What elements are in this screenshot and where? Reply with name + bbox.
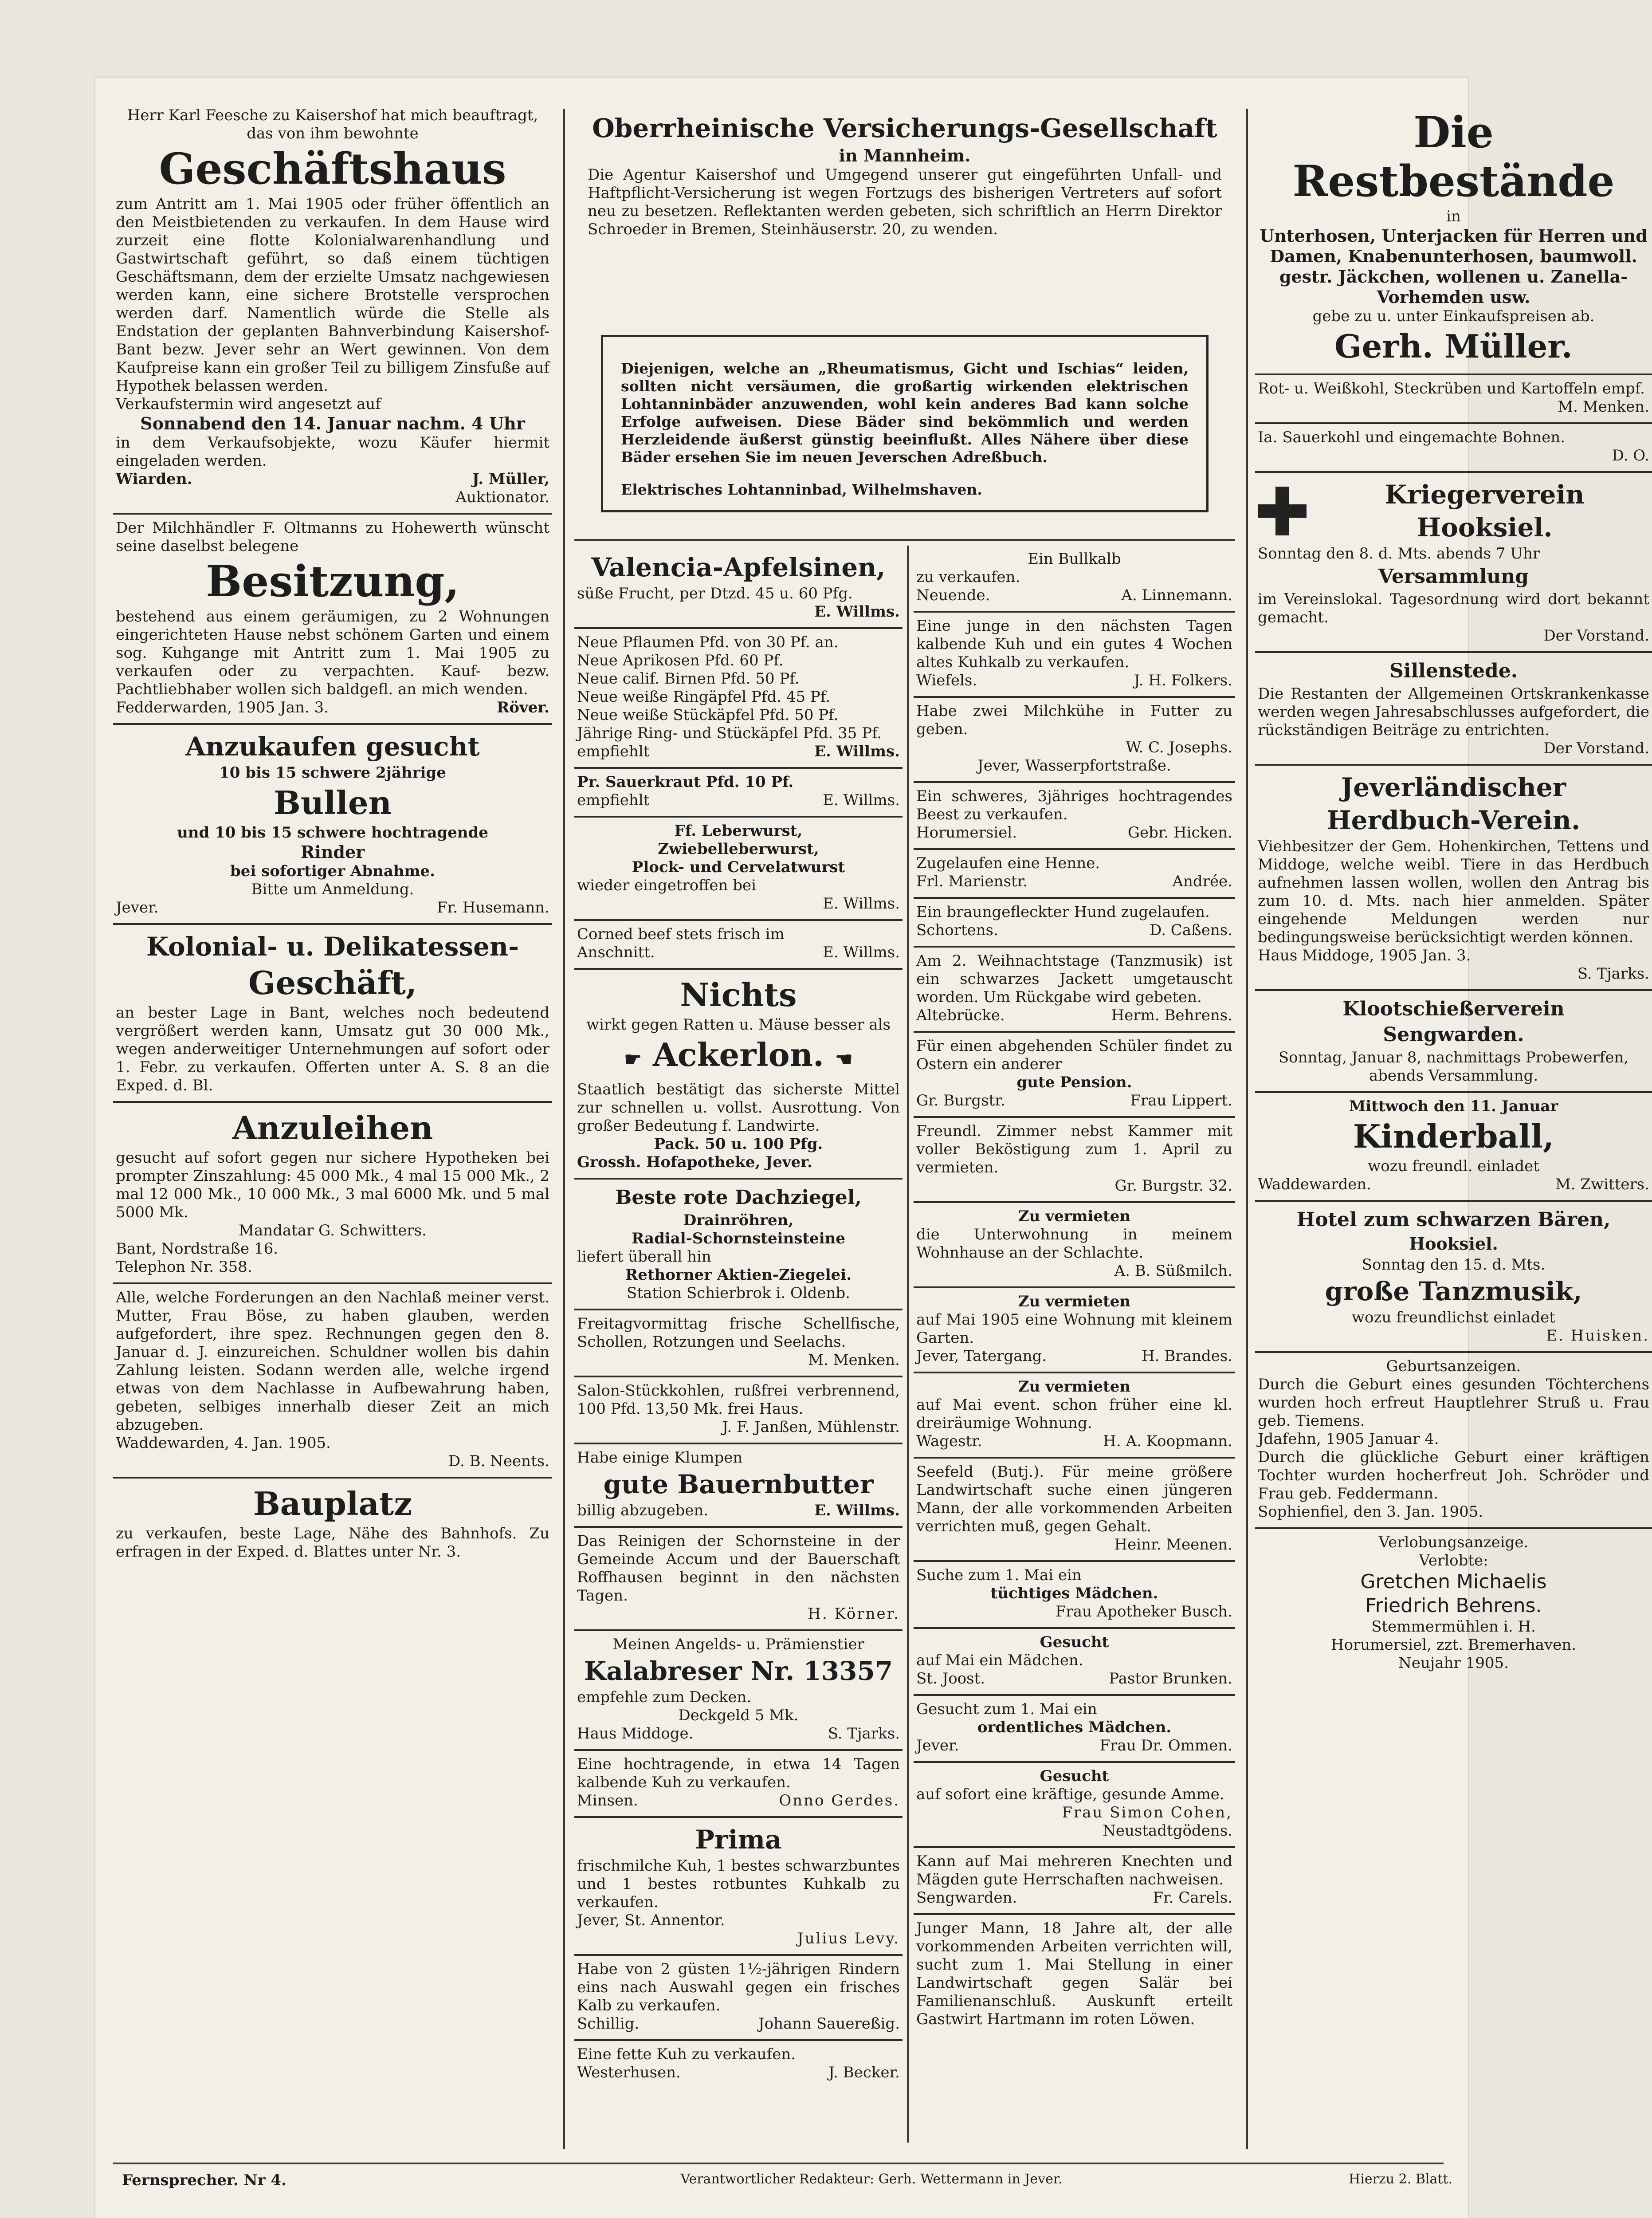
- ad-intro: Der Milchhändler F. Oltmanns zu Hohewerth wünscht seine daselbst belegene: [116, 519, 549, 555]
- ad-text: Horumersiel, zzt. Bremerhaven.: [1330, 1636, 1577, 1654]
- ad-signature: Haus Middoge. S. Tjarks.: [577, 1725, 900, 1742]
- ad-headline: Klootschießerverein: [1342, 998, 1565, 1020]
- ad-text: Gesucht zum 1. Mai ein: [916, 1700, 1097, 1718]
- ad-text: Sonntag, Januar 8, nachmittags Probewerfen, abends Versammlung.: [1278, 1049, 1629, 1085]
- ad-text: süße Frucht, per Dtzd. 45 u. 60 Pfg.: [577, 585, 853, 602]
- ad-text: Radial-Schornsteinsteine: [632, 1230, 845, 1247]
- ad-kohl: [1255, 375, 1652, 424]
- ad-text: wieder eingetroffen bei: [577, 877, 756, 894]
- ad-signature: M. Menken.: [808, 1351, 900, 1369]
- ad-signature: Gr. Burgstr. Frau Lippert.: [916, 1092, 1232, 1109]
- footer-supplement: Hierzu 2. Blatt.: [1349, 2171, 1452, 2187]
- ad-headline: Herdbuch-Verein.: [1326, 805, 1581, 835]
- ad-body: Kann auf Mai mehreren Knechten und Mägden gute Herrschaften nachweisen.: [916, 1852, 1232, 1888]
- ad-signature: billig abzugeben. E. Willms.: [577, 1502, 900, 1519]
- ad-geburtsanzeigen: [1255, 1353, 1652, 1529]
- ad-headline: Kinderball,: [1353, 1117, 1554, 1155]
- ad-signature: Jever. Fr. Husemann.: [116, 899, 549, 916]
- ad-body: Die Restanten der Allgemeinen Ortskrankenkasse werden wegen Jahresabschlusses aufgefordert, die rückständigen Beiträge zu entrichten.: [1258, 685, 1649, 739]
- ad-signature: Wiefels. J. H. Folkers.: [916, 672, 1232, 689]
- ad-kuh-minsen: [574, 1751, 903, 1818]
- ad-body: Ein braungefleckter Hund zugelaufen.: [916, 903, 1210, 921]
- ad-kinderball: [1255, 1093, 1652, 1202]
- ad-body: Habe zwei Milchkühe in Futter zu geben.: [916, 702, 1232, 738]
- column-middle-left: [574, 546, 903, 2156]
- ad-headline: Gesucht: [1040, 1767, 1109, 1785]
- ad-text: und 10 bis 15 schwere hochtragende: [177, 824, 488, 842]
- price-line: Neue weiße Ringäpfel Pfd. 45 Pf.: [577, 688, 830, 706]
- ad-anzuleihen: [113, 1103, 552, 1284]
- iron-cross-icon: [1258, 487, 1307, 535]
- ad-headline: Hotel zum schwarzen Bären,: [1296, 1208, 1611, 1231]
- ad-signature: Sengwarden. Fr. Carels.: [916, 1889, 1232, 1907]
- ad-signature: E. Huisken.: [1546, 1327, 1649, 1345]
- ad-body: Salon-Stückkohlen, rußfrei verbrennend, 100 Pfd. 13,50 Mk. frei Haus.: [577, 1382, 900, 1418]
- ad-headline: Besitzung,: [206, 556, 459, 606]
- ad-signature: Julius Levy.: [797, 1930, 900, 1947]
- ad-text: Rinder: [300, 842, 365, 862]
- ad-headline: Anzukaufen gesucht: [185, 731, 480, 762]
- ad-bauernbutter: [574, 1444, 903, 1528]
- ad-rinder: [574, 1956, 903, 2041]
- ad-zimmer: [914, 1118, 1235, 1203]
- ad-verlobung: [1255, 1529, 1652, 1679]
- ad-subheadline: in Mannheim.: [839, 146, 971, 165]
- ad-text: Ff. Leberwurst,: [674, 822, 803, 840]
- ad-body: Durch die Geburt eines gesunden Töchterchens wurden hoch erfreut Hauptlehrer Struß u. Frau geb. Tiemens.: [1258, 1376, 1649, 1430]
- ad-text: Verlobte:: [1419, 1552, 1488, 1569]
- section-rule: [574, 539, 1235, 541]
- ad-body: Freitagvormittag frische Schellfische, Schollen, Rotzungen und Seelachs.: [577, 1315, 900, 1351]
- ad-signature: Jever, Tatergang. H. Brandes.: [916, 1347, 1232, 1365]
- ad-kolonialwaren: [113, 925, 552, 1103]
- ad-headline-row: ☛ Ackerlon. ☚: [624, 1036, 853, 1074]
- column-rule: [563, 109, 565, 2149]
- ad-wurst: [574, 818, 903, 921]
- ad-text: Station Schierbrok i. Oldenb.: [627, 1284, 850, 1302]
- ad-body: zum Antritt am 1. Mai 1905 oder früher öffentlich an den Meistbietenden zu verkaufen. In dem Hause wird zurzeit eine flotte Kolonialwarenhandlung und Gastwirtschaft geführt, so daß einem tüchtigen Geschäftsmann, dem der erzielte Umsatz nachgewiesen werden kann, eine sichere Brotstelle versprochen werden darf. Namentlich würde die Stelle als Endstation der geplanten Bahnverbindung Kaisershof-Bant bezw. Jever sehr an Wert gewinnen. Von dem Kaufpreise kann ein großer Teil zu billigem Zinsfuße auf Hypothek belassen werden.: [116, 195, 549, 395]
- ad-sauerkraut: [574, 769, 903, 818]
- ad-name: Friedrich Behrens.: [1365, 1594, 1542, 1617]
- ad-text: liefert überall hin: [577, 1248, 711, 1266]
- column-middle-right: [914, 546, 1235, 2156]
- ad-body: Rot- u. Weißkohl, Steckrüben und Kartoffeln empf.: [1258, 380, 1645, 397]
- ad-hund: [914, 899, 1235, 948]
- ad-signature: Jdafehn, 1905 Januar 4.: [1258, 1430, 1439, 1448]
- ad-headline: Kriegerverein: [1385, 480, 1585, 510]
- ad-body: Eine hochtragende, in etwa 14 Tagen kalbende Kuh zu verkaufen.: [577, 1755, 900, 1791]
- ad-text: Sonntag den 15. d. Mts.: [1362, 1256, 1546, 1274]
- ad-headline: Hooksiel.: [1417, 512, 1553, 543]
- ad-henne: [914, 850, 1235, 899]
- ad-text: in: [1446, 208, 1461, 225]
- ad-text: Deckgeld 5 Mk.: [678, 1707, 799, 1724]
- price-line: Neue weiße Stückäpfel Pfd. 50 Pf.: [577, 706, 839, 724]
- ad-headline: Kalabreser Nr. 13357: [584, 1656, 893, 1686]
- ad-body: frischmilche Kuh, 1 bestes schwarzbuntes und 1 bestes rotbuntes Kuhkalb zu verkaufen.: [577, 1857, 900, 1911]
- ad-headline: Gesucht: [1040, 1633, 1109, 1651]
- price-line: Neue Aprikosen Pfd. 60 Pf.: [577, 652, 784, 669]
- ad-headline: Anzuleihen: [232, 1109, 433, 1147]
- ad-text: wozu freundlichst einladet: [1352, 1309, 1555, 1326]
- ad-text: Plock- und Cervelatwurst: [632, 858, 845, 876]
- ad-maedchen-busch: [914, 1562, 1235, 1629]
- ad-headline: Die Restbestände: [1292, 107, 1615, 206]
- ad-kuh-wiefels: [914, 613, 1235, 698]
- ad-wohnung-tatergang: [914, 1288, 1235, 1373]
- ad-signature: Neuende. A. Linnemann.: [916, 586, 1232, 604]
- ad-text: in dem Verkaufsobjekte, wozu Käufer hiermit eingeladen werden.: [116, 434, 549, 470]
- ad-amme: [914, 1763, 1235, 1848]
- column-right: [1255, 102, 1652, 2156]
- ad-body: Viehbesitzer der Gem. Hohenkirchen, Tettens und Middoge, welche weibl. Tiere in das Herdbuch aufnehmen lassen wollen, wollen den Antrag bis zum 10. d. Mts. nach hier anmelden. Später eingehende Meldungen werden nur bedingungsweise berücksichtigt werden können.: [1258, 838, 1649, 946]
- ad-signature: Altebrücke. Herm. Behrens.: [916, 1007, 1232, 1024]
- ad-headline: Sillenstede.: [1389, 660, 1518, 682]
- ad-headline: gute Bauernbutter: [603, 1469, 874, 1499]
- ad-signature: empfiehlt E. Willms.: [577, 743, 900, 760]
- ad-body: Am 2. Weihnachtstage (Tanzmusik) ist ein schwarzes Jackett umgetauscht worden. Um Rückgabe wird gebeten.: [916, 952, 1232, 1006]
- ad-headline: Geschäft,: [248, 964, 417, 1002]
- ad-date: Sonnabend den 14. Januar nachm. 4 Uhr: [140, 413, 525, 433]
- ad-klootschiesser: [1255, 991, 1652, 1093]
- ad-signature: A. B. Süßmilch.: [1114, 1262, 1232, 1280]
- ad-sauerkohl: [1255, 424, 1652, 473]
- ad-signature: Anschnitt. E. Willms.: [577, 944, 900, 961]
- ad-headline: Zu vermieten: [1018, 1293, 1131, 1310]
- ad-signature: D. O.: [1612, 447, 1649, 464]
- ad-signature: St. Joost. Pastor Brunken.: [916, 1670, 1232, 1687]
- ad-headline: Beste rote Dachziegel,: [615, 1186, 862, 1209]
- ad-schwarzer-baer: [1255, 1202, 1652, 1353]
- ad-text: Habe einige Klumpen: [577, 1449, 743, 1467]
- ad-trockenobst: [574, 629, 903, 769]
- ad-signature: Der Vorstand.: [1543, 739, 1649, 757]
- ad-signature: Wagestr. H. A. Koopmann.: [916, 1432, 1232, 1450]
- ad-fette-kuh: [574, 2041, 903, 2088]
- ad-beest: [914, 783, 1235, 850]
- ad-signature: Jever, Wasserpfortstraße.: [977, 757, 1171, 775]
- ad-body: gesucht auf sofort gegen nur sichere Hypotheken bei prompter Zinszahlung: 45 000 Mk., 4 mal 15 000 Mk., 2 mal 12 000 Mk., 10 000 Mk., 3 mal 6000 Mk. und 5 mal 5000 Mk.: [116, 1149, 549, 1221]
- ad-headline: Versammlung: [1378, 565, 1529, 588]
- ad-headline: Oberrheinische Versicherungs-Gesellschaft: [592, 113, 1217, 143]
- ad-body: Die Agentur Kaisershof und Umgegend unserer gut eingeführten Unfall- und Haftpflicht-Versicherung ist wegen Fortzugs des bisherigen Vertreters auf sofort neu zu besetzen. Reflektanten werden gebeten, sich schriftlich an Herrn Direktor Schroeder in Bremen, Steinhäuserstr. 20, zu wenden.: [588, 166, 1222, 238]
- ad-headline: Bauplatz: [253, 1485, 412, 1522]
- ad-signature: Frau Apotheker Busch.: [1055, 1603, 1232, 1620]
- ad-body: Eine junge in den nächsten Tagen kalbende Kuh und ein gutes 4 Wochen altes Kuhkalb zu verkaufen.: [916, 617, 1232, 671]
- ad-ackerlon: [574, 970, 903, 1180]
- ad-text: bei sofortiger Abnahme.: [230, 862, 436, 880]
- ad-signature: Der Vorstand.: [1543, 627, 1649, 645]
- ad-text: Corned beef stets frisch im: [577, 925, 785, 943]
- ad-headline: Sengwarden.: [1383, 1023, 1524, 1046]
- footer-rule: [113, 2163, 1444, 2164]
- ad-maedchen-ommen: [914, 1696, 1235, 1763]
- ad-signature: Haus Middoge, 1905 Jan. 3.: [1258, 947, 1471, 964]
- ad-headline: tüchtiges Mädchen.: [990, 1585, 1158, 1602]
- ad-schornsteine: [574, 1528, 903, 1631]
- ad-bullkalb: [914, 546, 1235, 613]
- ad-wohnung-wagestr: [914, 1373, 1235, 1459]
- ad-signature-role: Auktionator.: [455, 488, 549, 506]
- ad-body: Durch die glückliche Geburt einer kräftigen Tochter wurden hocherfreut Joh. Schröder und Frau geb. Feddermann.: [1258, 1448, 1649, 1502]
- ad-signature: Bant, Nordstraße 16.: [116, 1240, 279, 1258]
- ad-headline: Jeverländischer: [1341, 772, 1566, 802]
- ad-signature: Frl. Marienstr. Andrée.: [916, 873, 1232, 890]
- ad-body: Diejenigen, welche an „Rheumatismus, Gicht und Ischias“ leiden, sollten nicht versäumen, die großartig wirkenden elektrischen Lohtanninbäder anzuwenden, wohl kein anderes Bad kann solche Erfolge aufweisen. Diese Bäder sind bekömmlich und werden Herzleidende äußerst günstig beeinflußt. Alles Nähere über diese Bäder ersehen Sie im neuen Jeverschen Adreßbuch.: [621, 360, 1189, 466]
- ad-headline: Valencia-Apfelsinen,: [591, 552, 886, 582]
- ad-signature: Wiarden. J. Müller,: [116, 470, 549, 488]
- ad-signature: Neustadtgödens.: [1103, 1822, 1232, 1840]
- ad-text: gebe zu u. unter Einkaufspreisen ab.: [1312, 307, 1595, 325]
- ad-apfelsinen: [574, 546, 903, 629]
- ad-headline: große Tanzmusik,: [1325, 1276, 1582, 1306]
- ad-signature: H. Körner.: [808, 1605, 900, 1623]
- ad-name: Gretchen Michaelis: [1360, 1570, 1547, 1593]
- ad-text: Mittwoch den 11. Januar: [1349, 1097, 1558, 1115]
- ad-text: Neujahr 1905.: [1398, 1654, 1509, 1672]
- ad-signature: Gr. Burgstr. 32.: [1114, 1177, 1232, 1195]
- ad-headline: Nichts: [680, 976, 797, 1014]
- ad-text: wirkt gegen Ratten u. Mäuse besser als: [586, 1016, 891, 1034]
- ad-headline: Geburtsanzeigen.: [1386, 1357, 1521, 1375]
- ad-text: 10 bis 15 schwere 2jährige: [219, 764, 446, 782]
- ad-body: Junger Mann, 18 Jahre alt, der alle vorkommenden Arbeiten verrichten will, sucht zum 1. Mai Stellung in einer Landwirtschaft gegen Salär bei Familienanschluß. Auskunft erteilt Gastwirt Hartmann im roten Löwen.: [916, 1919, 1232, 2028]
- ad-herdbuch: [1255, 766, 1652, 991]
- ad-bullen: [113, 725, 552, 925]
- ad-headline: Verlobungsanzeige.: [1378, 1534, 1529, 1551]
- ad-versicherung: [574, 102, 1235, 546]
- ad-signature: Gerh. Müller.: [1334, 327, 1573, 365]
- ad-big-word: Bullen: [273, 784, 392, 822]
- ad-signature: J. F. Janßen, Mühlenstr.: [722, 1418, 900, 1436]
- ad-text: Suche zum 1. Mai ein: [916, 1566, 1082, 1584]
- ad-body: Für einen abgehenden Schüler findet zu Ostern ein anderer: [916, 1037, 1232, 1073]
- ad-text: Pr. Sauerkraut Pfd. 10 Pf.: [577, 773, 794, 791]
- ad-intro: Herr Karl Feesche zu Kaisershof hat mich beauftragt, das von ihm bewohnte: [127, 106, 538, 142]
- ad-text: Meinen Angelds- u. Prämienstier: [612, 1636, 864, 1653]
- ad-body: auf Mai event. schon früher eine kl. dreiräumige Wohnung.: [916, 1396, 1232, 1432]
- footer-phone: Fernsprecher. Nr 4.: [122, 2171, 286, 2189]
- ad-kohlen: [574, 1377, 903, 1444]
- ad-body: bestehend aus einem geräumigen, zu 2 Wohnungen eingerichteten Hause nebst schönem Garten und einem sog. Kuhgange mit Antritt zum 1. Mai 1905 zu verkaufen oder zu verpachten. Kauf- bezw. Pachtliebhaber wollen sich baldgefl. an mich wenden.: [116, 608, 549, 698]
- ad-text: Drainröhren,: [683, 1211, 794, 1229]
- ad-signature: Jever, St. Annentor.: [577, 1911, 725, 1929]
- ad-signature: Waddewarden, 4. Jan. 1905.: [116, 1434, 331, 1452]
- ad-headline: Geschäftshaus: [159, 144, 506, 194]
- ad-geschaeftshaus: [113, 102, 552, 515]
- ad-dachziegel: [574, 1180, 903, 1310]
- ad-milchkuehe: [914, 698, 1235, 783]
- ad-knechte: [914, 1848, 1235, 1915]
- newspaper-page: [95, 78, 1649, 2218]
- ad-body: Alle, welche Forderungen an den Nachlaß meiner verst. Mutter, Frau Böse, zu haben glauben, werden aufgefordert, ihre spez. Rechnungen gegen den 8. Januar d. J. einzureichen. Schuldner wollen bis dahin Zahlung leisten. Sodann werden alle, welche irgend etwas von dem Nachlasse in Aufbewahrung haben, gebeten, selbiges innerhalb dieser Zeit an mich abzugeben.: [116, 1289, 549, 1434]
- ad-signature: Grossh. Hofapotheke, Jever.: [577, 1153, 812, 1171]
- ad-signature: empfiehlt E. Willms.: [577, 791, 900, 809]
- column-rule: [907, 546, 909, 2143]
- ad-signature: M. Menken.: [1558, 398, 1649, 416]
- ad-signature: Frau Simon Cohen,: [1062, 1804, 1232, 1821]
- ad-signature: Sophienfiel, den 3. Jan. 1905.: [1258, 1503, 1483, 1521]
- ad-corned-beef: [574, 921, 903, 970]
- ad-fische: [574, 1310, 903, 1377]
- ad-kriegerverein: [1255, 473, 1652, 653]
- ad-text: im Vereinslokal. Tagesordnung wird dort bekannt gemacht.: [1258, 590, 1649, 626]
- ad-kalabreser: [574, 1631, 903, 1751]
- ad-signature: Schillig. Johann Sauereßig.: [577, 2015, 900, 2033]
- ad-body: Habe von 2 güsten 1½-jährigen Rindern eins nach Auswahl gegen ein frisches Kalb zu verkaufen.: [577, 1960, 900, 2014]
- ad-body: auf Mai 1905 eine Wohnung mit kleinem Garten.: [916, 1311, 1232, 1347]
- price-line: Neue calif. Birnen Pfd. 50 Pf.: [577, 670, 800, 688]
- ad-sillenstede: [1255, 653, 1652, 766]
- ad-jackett: [914, 948, 1235, 1033]
- ad-body: Ein schweres, 3jähriges hochtragendes Beest zu verkaufen.: [916, 787, 1232, 823]
- column-rule: [1246, 109, 1248, 2149]
- ad-body: Seefeld (Butj.). Für meine größere Landwirtschaft suche einen jüngeren Mann, der alle vorkommenden Arbeiten verrichten muß, gegen Gehalt.: [916, 1463, 1232, 1535]
- ad-headline: Zu vermieten: [1018, 1378, 1131, 1396]
- ad-headline: gute Pension.: [1016, 1074, 1132, 1091]
- ad-prima: [574, 1818, 903, 1956]
- ad-signature: Elektrisches Lohtanninbad, Wilhelmshaven.: [621, 481, 982, 498]
- ad-signature: Mandatar G. Schwitters.: [239, 1222, 427, 1239]
- ad-signature: D. B. Neents.: [448, 1452, 549, 1470]
- ad-text: Bitte um Anmeldung.: [251, 881, 414, 898]
- ad-text: Staatlich bestätigt das sicherste Mittel zur schnellen u. vollst. Ausrottung. Von großer Bedeutung f. Landwirte.: [577, 1081, 900, 1135]
- ad-besitzung: [113, 515, 552, 725]
- ad-unterwohnung: [914, 1203, 1235, 1288]
- ad-signature: Jever. Frau Dr. Ommen.: [916, 1737, 1232, 1754]
- ad-headline: Kolonial- u. Delikatessen-: [146, 932, 519, 962]
- ad-signature: Minsen. Onno Gerdes.: [577, 1792, 900, 1809]
- ad-pension: [914, 1033, 1235, 1118]
- ad-signature: E. Willms.: [814, 603, 900, 621]
- pointing-hand-icon: ☚: [835, 1048, 853, 1071]
- ad-headline: Ein Bullkalb: [1028, 550, 1121, 568]
- ad-text: Rethorner Aktien-Ziegelei.: [625, 1266, 852, 1284]
- column-left: [113, 102, 552, 2156]
- ad-text: Pack. 50 u. 100 Pfg.: [654, 1135, 823, 1153]
- price-line: Jährige Ring- und Stückäpfel Pfd. 35 Pf.: [577, 724, 882, 742]
- ad-signature: Horumersiel. Gebr. Hicken.: [916, 824, 1232, 842]
- ad-signature: Heinr. Meenen.: [1114, 1536, 1232, 1553]
- ad-body: an bester Lage in Bant, welches noch bedeutend vergrößert werden kann, Umsatz gut 30 000 Mk., wegen anderweitiger Unternehmungen auf sofort oder 1. Febr. zu verkaufen. Offerten unter A. S. 8 an die Exped. d. Bl.: [116, 1004, 549, 1094]
- ad-text: Eine fette Kuh zu verkaufen.: [577, 2045, 796, 2063]
- ad-signature: E. Willms.: [823, 895, 900, 912]
- ad-signature: S. Tjarks.: [1577, 965, 1649, 983]
- ad-signature: Schortens. D. Caßens.: [916, 921, 1232, 939]
- ad-text: Zwiebelleberwurst,: [658, 840, 819, 858]
- ad-text: auf Mai ein Mädchen.: [916, 1652, 1083, 1669]
- ad-signature: Waddewarden. M. Zwitters.: [1258, 1176, 1649, 1193]
- ad-lohtanninbad-box: [601, 335, 1209, 512]
- ad-text: Stemmermühlen i. H.: [1371, 1618, 1536, 1636]
- ad-headline: Prima: [695, 1825, 782, 1855]
- ad-nachlass: [113, 1284, 552, 1479]
- ad-headline: Hooksiel.: [1409, 1234, 1498, 1254]
- ad-text: wozu freundl. einladet: [1368, 1157, 1539, 1175]
- ad-text: zu verkaufen.: [916, 568, 1020, 586]
- ad-body: Das Reinigen der Schornsteine in der Gemeinde Accum und der Bauerschaft Roffhausen beginnt in den nächsten Tagen.: [577, 1532, 900, 1605]
- ad-text: empfehle zum Decken.: [577, 1688, 752, 1706]
- ad-body: Unterhosen, Unterjacken für Herren und Damen, Knabenunterhosen, baumwoll. gestr. Jäckchen, wollenen u. Zanella-Vorhemden usw.: [1260, 226, 1648, 307]
- ad-headline: ordentliches Mädchen.: [977, 1719, 1172, 1736]
- pointing-hand-icon: ☛: [624, 1048, 642, 1071]
- ad-junger-mann: [914, 1915, 1235, 2035]
- ad-seefeld: [914, 1459, 1235, 1562]
- ad-maedchen-joost: [914, 1629, 1235, 1696]
- ad-text: Zugelaufen eine Henne.: [916, 854, 1100, 872]
- ad-text: Sonntag den 8. d. Mts. abends 7 Uhr: [1258, 545, 1540, 562]
- ad-body: Ia. Sauerkohl und eingemachte Bohnen.: [1258, 429, 1566, 446]
- ad-body: Freundl. Zimmer nebst Kammer mit voller Beköstigung zum 1. April zu vermieten.: [916, 1122, 1232, 1176]
- ad-body: auf sofort eine kräftige, gesunde Amme.: [916, 1785, 1224, 1803]
- ad-bauplatz: [113, 1479, 552, 1567]
- ad-body: zu verkaufen, beste Lage, Nähe des Bahnhofs. Zu erfragen in der Exped. d. Blattes unter Nr. 3.: [116, 1525, 549, 1561]
- column-middle: [574, 102, 1235, 2156]
- ad-header-row: [1258, 477, 1649, 545]
- footer-editor: Verantwortlicher Redakteur: Gerh. Wettermann in Jever.: [680, 2171, 1063, 2187]
- price-line: Neue Pflaumen Pfd. von 30 Pf. an.: [577, 633, 839, 651]
- ad-signature: Telephon Nr. 358.: [116, 1258, 252, 1276]
- ad-signature: Westerhusen. J. Becker.: [577, 2064, 900, 2081]
- ad-signature: Fedderwarden, 1905 Jan. 3. Röver.: [116, 699, 549, 716]
- ad-signature: W. C. Josephs.: [1126, 739, 1232, 756]
- ad-text: Verkaufstermin wird angesetzt auf: [116, 395, 381, 413]
- ad-restbestaende: [1255, 102, 1652, 375]
- ad-body: die Unterwohnung in meinem Wohnhause an der Schlachte.: [916, 1226, 1232, 1262]
- ad-headline: Zu vermieten: [1018, 1207, 1131, 1225]
